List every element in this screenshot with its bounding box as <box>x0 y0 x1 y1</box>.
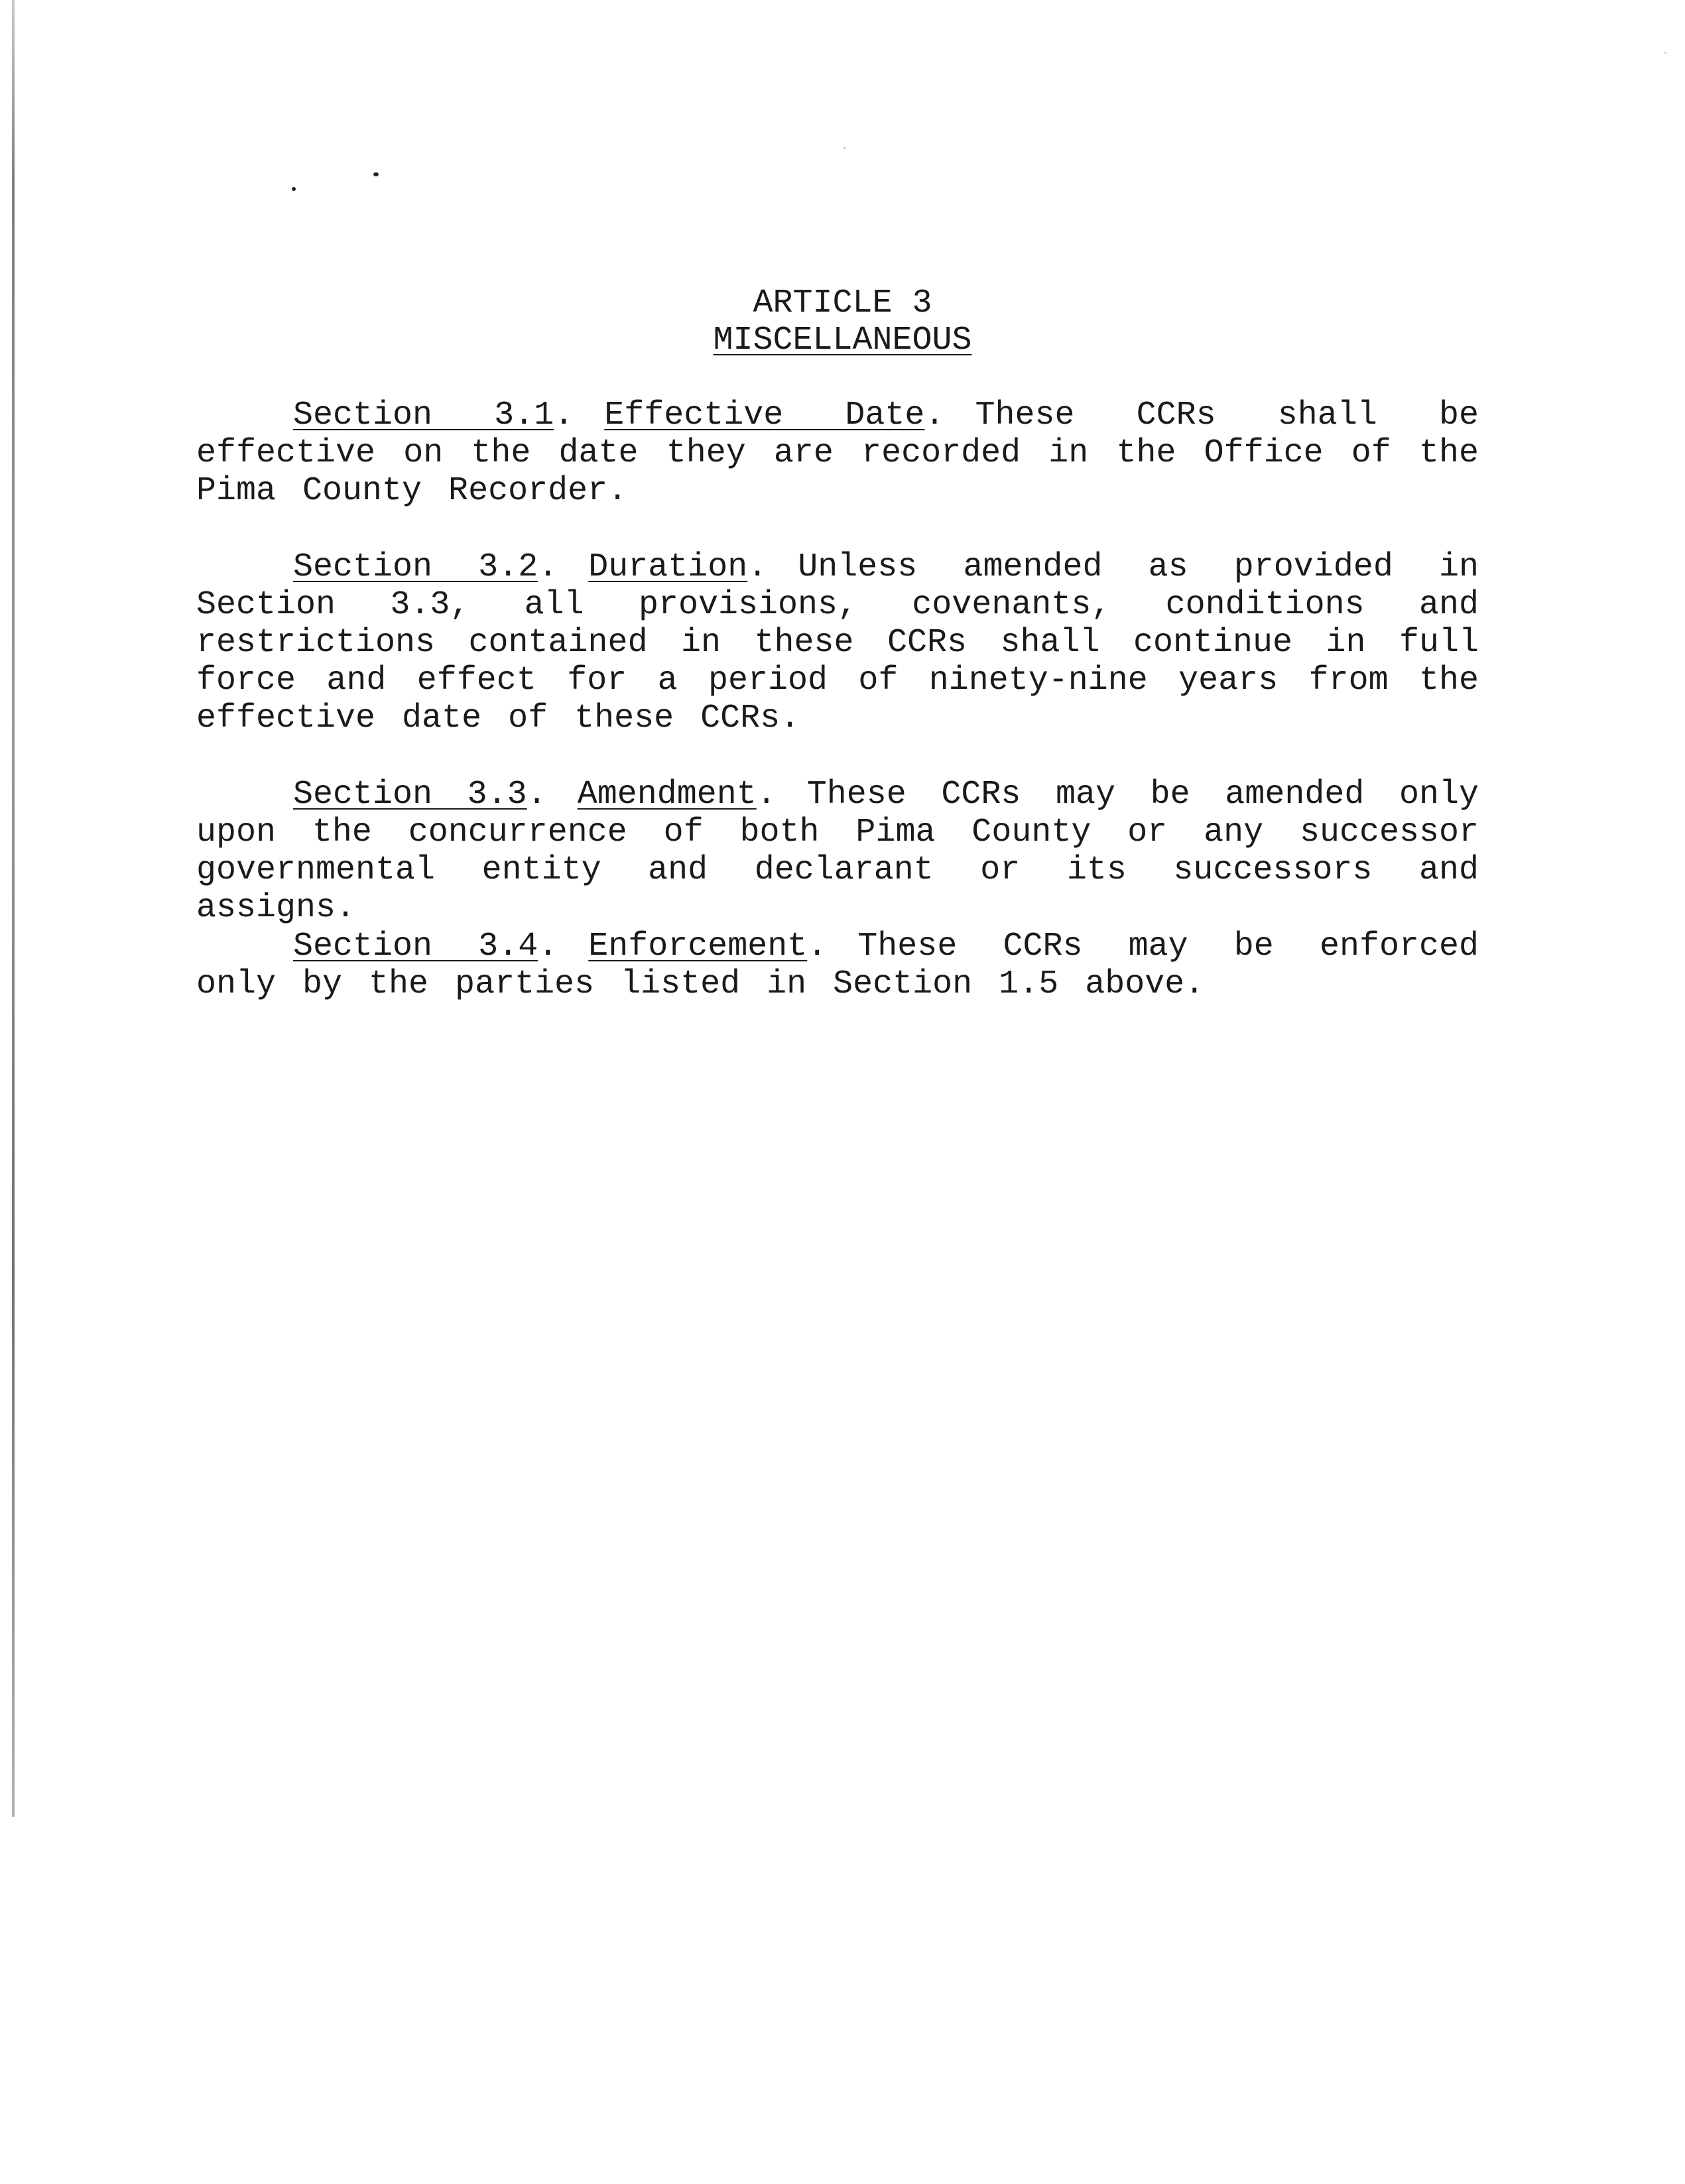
section-3-4: Section 3.4. Enforcement. These CCRs may be enforced only by the parties listed in Section 1.5 above. <box>196 928 1479 1003</box>
article-number: ARTICLE 3 <box>753 284 932 322</box>
article-title: MISCELLANEOUS <box>713 322 972 359</box>
section-3-2: Section 3.2. Duration. Unless amended as provided in Section 3.3, all provisions, covenants, conditions and restrictions contained in these CCRs shall continue in full force and effect for a period of ninety-nine years from the effective date of these CCRs. <box>196 548 1479 737</box>
section-heading: Duration <box>588 548 748 586</box>
section-label: Section 3.3 <box>293 776 527 814</box>
section-label: Section 3.2 <box>293 548 538 586</box>
section-body: These CCRs shall be effective on the date they are recorded in the Office of the Pima County Recorder. <box>196 396 1479 510</box>
scan-speck <box>292 187 296 191</box>
section-3-1: Section 3.1. Effective Date. These CCRs shall be effective on the date they are recorded in the Office of the Pima County Recorder. <box>196 396 1479 510</box>
section-heading: Enforcement <box>588 928 808 965</box>
section-body: These CCRs may be amended only upon the concurrence of both Pima County or any successor governmental entity and declarant or its successors and assigns. <box>196 776 1479 927</box>
scan-speck <box>373 172 379 176</box>
section-body: Unless amended as provided in Section 3.3, all provisions, covenants, conditions and restrictions contained in these CCRs shall continue in full force and effect for a period of ninety-nine years from the effective date of these CCRs. <box>196 548 1479 737</box>
scan-edge-mark <box>12 0 15 1817</box>
section-label: Section 3.1 <box>293 396 554 434</box>
scan-speck <box>1664 52 1666 54</box>
section-heading: Effective Date <box>604 396 925 434</box>
article-heading <box>0 285 1685 359</box>
section-label: Section 3.4 <box>293 928 538 965</box>
section-heading: Amendment <box>577 776 757 814</box>
section-body: These CCRs may be enforced only by the parties listed in Section 1.5 above. <box>196 928 1479 1003</box>
section-3-3: Section 3.3. Amendment. These CCRs may be amended only upon the concurrence of both Pima County or any successor governmental entity and declarant or its successors and assigns. <box>196 776 1479 927</box>
scan-speck <box>843 147 845 149</box>
